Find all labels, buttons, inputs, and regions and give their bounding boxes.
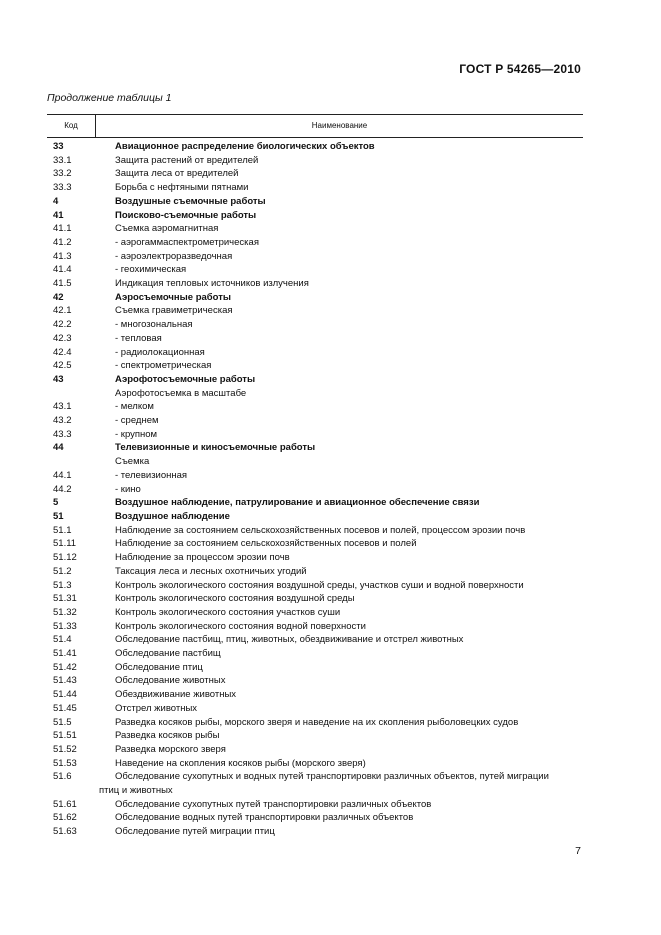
row-name <box>115 263 583 277</box>
row-name-text: Обследование пастбищ, птиц, животных, обездвиживание и отстрел животных <box>115 634 464 646</box>
table-row <box>47 250 583 264</box>
row-code: 51.44 <box>53 689 77 701</box>
row-name <box>115 414 583 428</box>
table-row <box>47 455 583 469</box>
column-header-name: Наименование <box>311 121 368 130</box>
table-row <box>47 332 583 346</box>
row-name <box>115 455 583 469</box>
row-name <box>115 318 583 332</box>
row-name <box>115 332 583 346</box>
table-row <box>47 674 583 688</box>
row-code: 41.2 <box>53 236 72 248</box>
table-row <box>47 195 583 209</box>
row-name-text: Воздушные съемочные работы <box>115 195 266 207</box>
row-name <box>115 483 583 497</box>
row-name-text: Телевизионные и киносъемочные работы <box>115 442 316 454</box>
row-name-text: Отстрел животных <box>115 702 198 714</box>
row-name-text: Контроль экологического состояния участков суши <box>115 606 341 618</box>
table-row <box>47 414 583 428</box>
table-row <box>47 647 583 661</box>
row-name <box>115 798 583 812</box>
row-name <box>115 441 583 455</box>
row-name-text: - радиолокационная <box>115 346 205 358</box>
row-name-text: - спектрометрическая <box>115 360 212 372</box>
row-code: 42.5 <box>53 360 72 372</box>
row-name-text: Аэросъемочные работы <box>115 291 231 303</box>
row-name <box>115 592 583 606</box>
table-row <box>47 428 583 442</box>
row-name-text: Обследование сухопутных путей транспортировки различных объектов <box>115 798 432 810</box>
row-name-text: Наблюдение за состоянием сельскохозяйственных посевов и полей, процессом эрозии почв <box>115 524 526 536</box>
page-number: 7 <box>575 845 581 857</box>
row-name <box>115 222 583 236</box>
row-name-text: Разведка морского зверя <box>115 743 226 755</box>
row-name <box>115 400 583 414</box>
row-name-text: - аэрогаммаспектрометрическая <box>115 236 259 248</box>
table-row <box>47 483 583 497</box>
row-name <box>115 620 583 634</box>
row-name <box>115 167 583 181</box>
row-code: 51.12 <box>53 552 77 564</box>
row-name-text: Обездвиживание животных <box>115 689 237 701</box>
row-code: 51.61 <box>53 798 77 810</box>
row-code: 51.2 <box>53 565 72 577</box>
row-name <box>115 277 583 291</box>
row-code: 51.43 <box>53 675 77 687</box>
row-code: 51.53 <box>53 757 77 769</box>
table-caption: Продолжение таблицы 1 <box>47 92 172 104</box>
row-name <box>115 195 583 209</box>
row-name-text: - тепловая <box>115 332 162 344</box>
row-code: 51.32 <box>53 606 77 618</box>
table-row <box>47 140 583 154</box>
table-row <box>47 524 583 538</box>
table-row <box>47 167 583 181</box>
table-row <box>47 496 583 510</box>
table-row <box>47 592 583 606</box>
table-row <box>47 346 583 360</box>
standard-designation: ГОСТ Р 54265—2010 <box>459 62 581 76</box>
row-name-text: - среднем <box>115 415 159 427</box>
row-code: 41.1 <box>53 223 72 235</box>
row-code: 43.3 <box>53 428 72 440</box>
row-name-text: - геохимическая <box>115 264 187 276</box>
table-row <box>47 702 583 716</box>
row-name-text: - аэроэлектроразведочная <box>115 250 233 262</box>
table-row <box>47 441 583 455</box>
table-row <box>47 318 583 332</box>
row-code: 51.3 <box>53 579 72 591</box>
row-code: 41.5 <box>53 278 72 290</box>
classification-table <box>47 114 583 839</box>
row-name-text: Обследование путей миграции птиц <box>115 826 275 838</box>
table-row <box>47 222 583 236</box>
row-name <box>115 579 583 593</box>
row-name <box>115 209 583 223</box>
table-row <box>47 510 583 524</box>
row-name-text: Разведка косяков рыбы, морского зверя и наведение на их скопления рыболовецких судов <box>115 716 519 728</box>
row-code: 51.51 <box>53 730 77 742</box>
table-row <box>47 304 583 318</box>
table-row <box>47 291 583 305</box>
row-name-text: - многозональная <box>115 319 193 331</box>
table-row <box>47 729 583 743</box>
row-name-text: Наблюдение за состоянием сельскохозяйственных посевов и полей <box>115 538 417 550</box>
table-row <box>47 633 583 647</box>
row-code: 43 <box>53 373 64 385</box>
row-name-text: Индикация тепловых источников излучения <box>115 278 309 290</box>
table-row <box>47 716 583 730</box>
row-code: 42.4 <box>53 346 72 358</box>
table-row <box>47 400 583 414</box>
row-code: 4 <box>53 195 59 207</box>
row-name <box>115 811 583 825</box>
table-row <box>47 263 583 277</box>
row-code: 41 <box>53 209 64 221</box>
row-name <box>115 729 583 743</box>
row-name <box>115 606 583 620</box>
row-name <box>115 551 583 565</box>
row-code: 44.2 <box>53 483 72 495</box>
row-code: 51.11 <box>53 538 77 550</box>
row-name-text: - крупном <box>115 428 158 440</box>
row-name-text: Таксация леса и лесных охотничьих угодий <box>115 565 307 577</box>
row-name-text: Наблюдение за процессом эрозии почв <box>115 552 290 564</box>
row-code: 51.52 <box>53 743 77 755</box>
row-name-text: - мелком <box>115 401 154 413</box>
row-name <box>115 716 583 730</box>
table-row <box>47 209 583 223</box>
row-code: 51.1 <box>53 524 72 536</box>
row-name <box>115 140 583 154</box>
row-name <box>115 304 583 318</box>
row-code: 33.2 <box>53 168 72 180</box>
table-row <box>47 688 583 702</box>
row-name <box>115 702 583 716</box>
table-row <box>47 181 583 195</box>
row-name-text: Разведка косяков рыбы <box>115 730 220 742</box>
row-code: 51.33 <box>53 620 77 632</box>
row-name-text: Защита леса от вредителей <box>115 168 239 180</box>
row-code: 51.6 <box>53 771 72 783</box>
column-header-code: Код <box>64 121 78 130</box>
row-name-text: Съемка гравиметрическая <box>115 305 233 317</box>
table-body <box>47 140 583 839</box>
row-code: 51.4 <box>53 634 72 646</box>
row-name-text: Контроль экологического состояния воздушной среды, участков суши и водной поверхности <box>115 579 524 591</box>
table-row <box>47 537 583 551</box>
table-row <box>47 469 583 483</box>
row-code: 51.41 <box>53 648 77 660</box>
table-row <box>47 757 583 771</box>
row-name-text: Наведение на скопления косяков рыбы (морского зверя) <box>115 757 366 769</box>
row-name <box>115 674 583 688</box>
row-name <box>99 770 583 797</box>
row-name-text: Воздушное наблюдение <box>115 510 230 522</box>
row-name-text: Обследование пастбищ <box>115 648 221 660</box>
table-row <box>47 620 583 634</box>
row-name <box>115 291 583 305</box>
row-name <box>115 496 583 510</box>
table-row <box>47 798 583 812</box>
row-code: 33.1 <box>53 154 72 166</box>
row-code: 51 <box>53 510 64 522</box>
table-row <box>47 811 583 825</box>
row-code: 33.3 <box>53 182 72 194</box>
row-code: 5 <box>53 497 59 509</box>
row-name <box>115 661 583 675</box>
row-name-text: Обследование птиц <box>115 661 203 673</box>
row-name-text: - кино <box>115 483 141 495</box>
row-name-text: Съемка <box>115 456 150 468</box>
row-name-text: Авиационное распределение биологических объектов <box>115 141 375 152</box>
table-row <box>47 373 583 387</box>
row-code: 51.5 <box>53 716 72 728</box>
row-name <box>115 373 583 387</box>
row-name <box>115 825 583 839</box>
row-code: 42.2 <box>53 319 72 331</box>
row-name-text: Обследование водных путей транспортировки различных объектов <box>115 812 414 824</box>
row-name <box>115 647 583 661</box>
table-row <box>47 277 583 291</box>
row-code: 51.31 <box>53 593 77 605</box>
table-row <box>47 743 583 757</box>
row-code: 42 <box>53 291 64 303</box>
row-name-text: Аэрофотосъемка в масштабе <box>115 387 247 399</box>
row-name <box>115 757 583 771</box>
row-name <box>115 359 583 373</box>
row-name <box>115 537 583 551</box>
row-name-text: Воздушное наблюдение, патрулирование и авиационное обеспечение связи <box>115 497 480 509</box>
row-name-text: Аэрофотосъемочные работы <box>115 373 256 385</box>
row-code: 51.63 <box>53 826 77 838</box>
table-row <box>47 359 583 373</box>
row-code: 43.1 <box>53 401 72 413</box>
row-name <box>115 250 583 264</box>
row-name <box>115 346 583 360</box>
row-name-text: Обследование животных <box>115 675 226 687</box>
row-name <box>115 428 583 442</box>
row-code: 51.45 <box>53 702 77 714</box>
row-name-text: Защита растений от вредителей <box>115 154 259 166</box>
row-name-text: Съемка аэромагнитная <box>115 223 219 235</box>
table-row <box>47 551 583 565</box>
table-row <box>47 606 583 620</box>
row-code: 44 <box>53 442 64 454</box>
table-row <box>47 565 583 579</box>
row-name-text: Контроль экологического состояния воздушной среды <box>115 593 355 605</box>
row-name-text: Борьба с нефтяными пятнами <box>115 182 249 194</box>
row-name <box>115 743 583 757</box>
row-code: 44.1 <box>53 469 72 481</box>
table-row <box>47 579 583 593</box>
row-code: 41.3 <box>53 250 72 262</box>
table-row <box>47 387 583 401</box>
row-name <box>115 633 583 647</box>
table-row <box>47 236 583 250</box>
table-header <box>47 114 583 138</box>
row-name-text: Поисково-съемочные работы <box>115 209 257 221</box>
row-name <box>115 565 583 579</box>
row-name <box>115 469 583 483</box>
row-name-text: Обследование сухопутных и водных путей транспортировки различных объектов, путей миграции <box>115 771 549 783</box>
row-name <box>115 387 583 401</box>
row-code: 41.4 <box>53 264 72 276</box>
row-name-text: - телевизионная <box>115 469 188 481</box>
table-row <box>47 661 583 675</box>
row-name <box>115 236 583 250</box>
row-name <box>115 524 583 538</box>
row-name-text: Контроль экологического состояния водной поверхности <box>115 620 366 632</box>
row-code: 42.1 <box>53 305 72 317</box>
row-name-continuation: птиц и животных <box>99 785 173 797</box>
row-name <box>115 510 583 524</box>
row-name <box>115 154 583 168</box>
row-name <box>115 688 583 702</box>
table-row <box>47 770 583 797</box>
row-code: 42.3 <box>53 332 72 344</box>
table-row <box>47 825 583 839</box>
table-row <box>47 154 583 168</box>
row-code: 51.42 <box>53 661 77 673</box>
row-code: 33 <box>53 141 64 152</box>
row-code: 51.62 <box>53 812 77 824</box>
row-name <box>115 181 583 195</box>
row-code: 43.2 <box>53 415 72 427</box>
